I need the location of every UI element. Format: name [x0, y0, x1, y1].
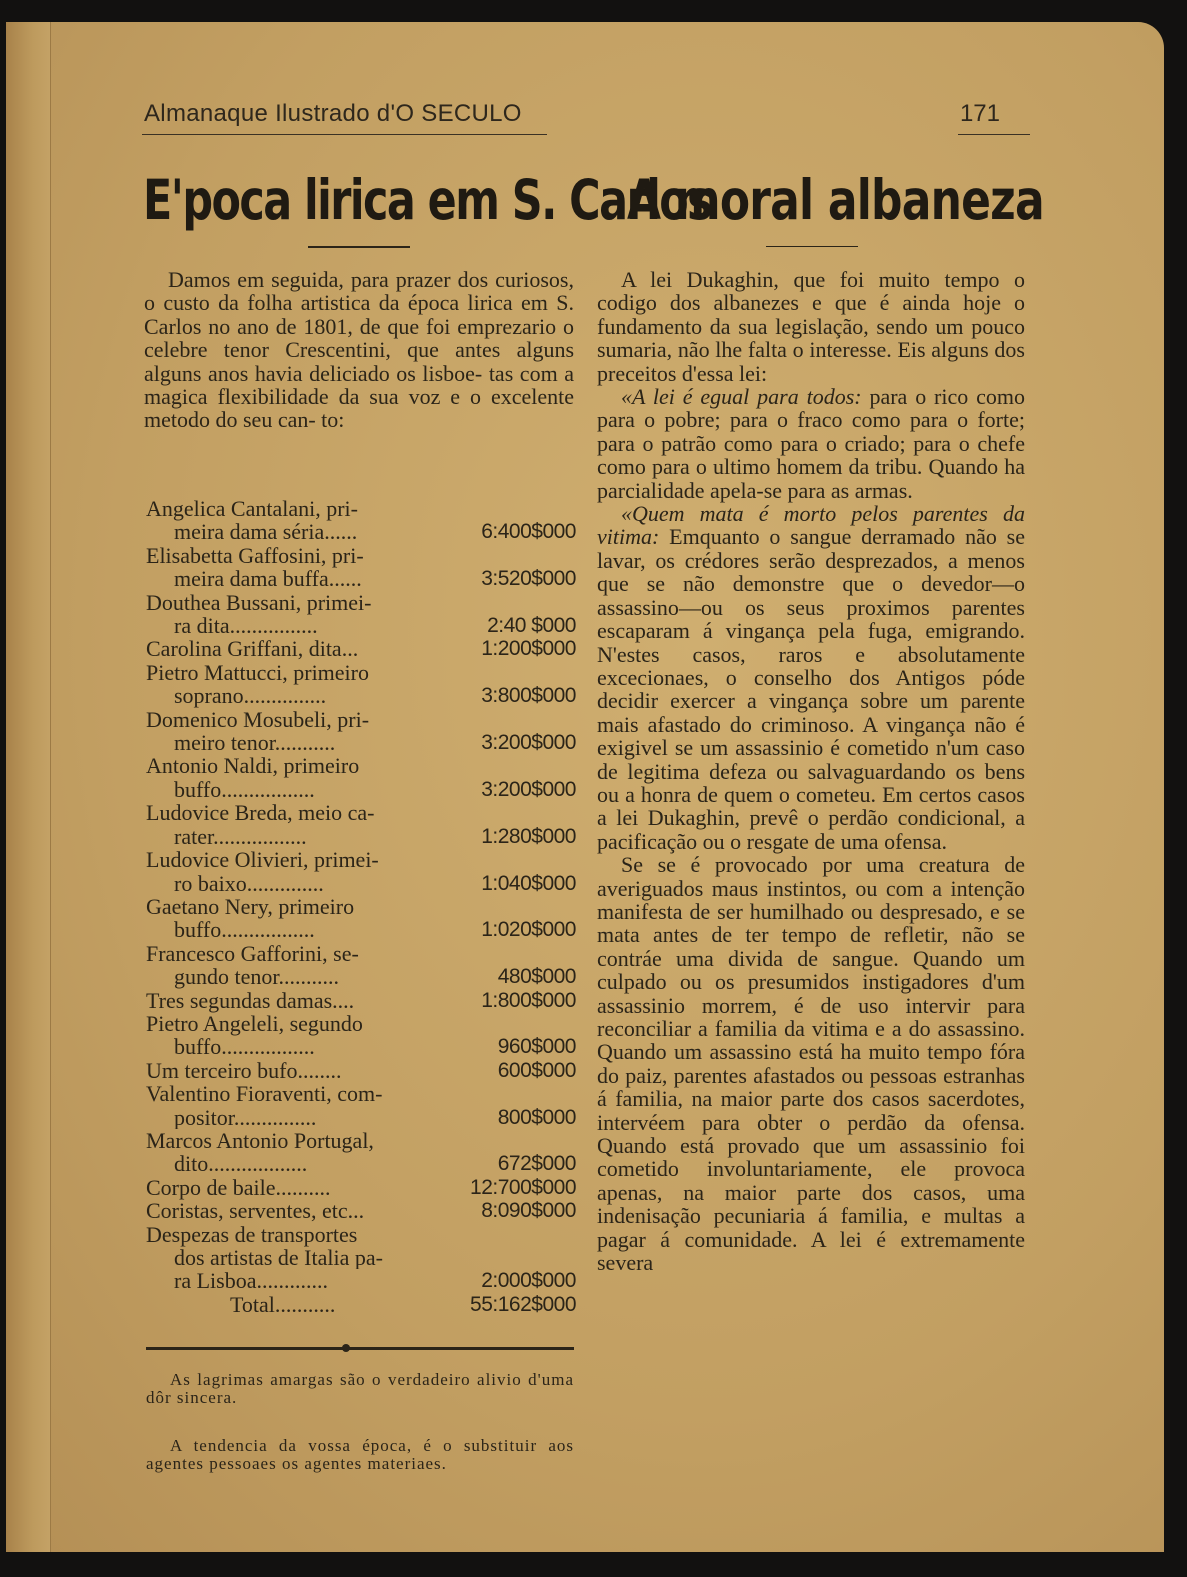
paragraph: «Quem mata é morto pelos parentes da vitima: Emquanto o sangue derramado não se lavar, os crédores serão desprezados, a menos que se não demonstre que o devedor—o assassino—ou os seus proximos parentes escaparam á vingança pela fuga, emigrando. N'estes casos, raros e absolutamente excecionaes, o conselho dos Antigos póde decidir exercer a vingança sobre um parente mais afastado do criminoso. A vingança não é exigivel se um assassinio é cometido n'um caso de legitima defeza ou salvaguardando os bens ou a honra de quem o cometeu. Em certos casos a lei Dukaghin, prevê o perdão condicional, a pacificação ou o resgate de uma ofensa. — [597, 501, 1025, 854]
maxim-1: As lagrimas amargas são o verdadeiro alivio d'uma dôr sincera. — [146, 1370, 574, 1407]
header-rule-left — [142, 134, 547, 135]
list-item: Francesco Gafforini, se- gundo tenor........... 480$000 — [146, 940, 576, 989]
intro-paragraph: Damos em seguida, para prazer dos curiosos, o custo da folha artistica da época lirica em S. Carlos no ano de 1801, de que foi emprezario o celebre tenor Crescentini, que antes alguns alguns anos havia deliciado os lisboe- tas com a magica flexibilidade da sua voz e o excelente metodo do seu can- to: — [144, 267, 575, 433]
paragraph: Se se é provocado por uma creatura de averiguados maus instintos, ou com a intenção manifesta de ser humilhado ou despresado, e se mata antes de ter tempo de refletir, não se contráe uma divida de sangue. Quando um culpado ou os presumidos instigadores d'um assassinio morrem, é de uso intervir para reconciliar a familia da vitima e a do assassino. Quando um assassino está ha muito tempo fóra do paiz, parentes afastados ou pessoas estranhas á familia, na maior parte dos casos sacerdotes, intervéem para obter o perdão da ofensa. Quando está provado que um assassinio foi cometido involuntariamente, ele provoca apenas, na maior parte dos casos, uma indenisação pecuniaria á familia, e multas a pagar á comunidade. A lei é extremamente severa — [597, 852, 1025, 1276]
list-item: Tres segundas damas.... 1:800$000 — [146, 987, 576, 1013]
paragraph: A lei Dukaghin, que foi muito tempo o codigo dos albanezes e que é ainda hoje o fundamento da sua legislação, sendo um pouco sumaria, não lhe falta o interesse. Eis alguns dos preceitos d'essa lei: — [597, 267, 1025, 386]
list-item: Pietro Mattucci, primeiro soprano............... 3:800$000 — [146, 659, 576, 708]
left-title-rule — [308, 246, 410, 248]
right-article-body — [597, 268, 1025, 1274]
page-number: 171 — [959, 100, 1000, 127]
left-article-intro — [144, 268, 574, 432]
header-rule-right — [958, 134, 1030, 135]
cost-list — [146, 497, 576, 1316]
list-item-total: Total........... 55:162$000 — [230, 1292, 576, 1317]
running-header — [142, 100, 1030, 140]
list-item: Ludovice Olivieri, primei- ro baixo.............. 1:040$000 — [146, 847, 576, 895]
list-item: Corpo de baile.......... 12:700$000 — [146, 1174, 576, 1200]
list-item: Carolina Griffani, dita... 1:200$000 — [146, 636, 576, 662]
right-article-title: A moral albaneza — [627, 168, 1044, 232]
header-title: Almanaque Ilustrado d'O SECULO — [144, 100, 522, 127]
ornamental-separator — [146, 1347, 574, 1350]
list-item: Valentino Fioraventi, com- positor............... 800$000 — [146, 1081, 576, 1129]
separator-ornament — [342, 1344, 350, 1352]
list-item: Um terceiro bufo........ 600$000 — [146, 1057, 576, 1083]
maxim-2: A tendencia da vossa época, é o substituir aos agentes pessoaes os agentes materiaes. — [146, 1436, 574, 1473]
list-item: Antonio Naldi, primeiro buffo................. 3:200$000 — [146, 753, 576, 802]
list-item: Coristas, serventes, etc... 8:090$000 — [146, 1198, 576, 1224]
paragraph: «A lei é egual para todos: para o rico como para o pobre; para o fraco como para o forte; para o patrão como para o criado; para o chefe como para o ultimo homem da tribu. Quando ha parcialidade apela-se para as armas. — [597, 384, 1026, 503]
list-item: Douthea Bussani, primei- ra dita................ 2:40 $000 — [146, 589, 576, 638]
list-item: Despezas de transportes dos artistas de Italia pa- ra Lisboa............. 2:000$000 — [146, 1221, 576, 1293]
list-item: Elisabetta Gaffosini, pri- meira dama buffa...... 3:520$000 — [146, 542, 576, 591]
list-item: Gaetano Nery, primeiro buffo................. 1:020$000 — [146, 893, 576, 942]
list-item: Domenico Mosubeli, pri- meiro tenor........... 3:200$000 — [146, 706, 576, 755]
list-item: Marcos Antonio Portugal, dito.................. 672$000 — [146, 1127, 576, 1176]
page-spine — [6, 22, 51, 1552]
list-item: Ludovice Breda, meio ca- rater................. 1:280$000 — [146, 800, 576, 849]
left-article-title: E'poca lirica em S. Carlos — [143, 168, 712, 232]
right-title-rule — [766, 246, 858, 247]
list-item: Pietro Angeleli, segundo buffo................. 960$000 — [146, 1010, 576, 1059]
list-item: Angelica Cantalani, pri- meira dama séria...... 6:400$000 — [146, 496, 576, 544]
